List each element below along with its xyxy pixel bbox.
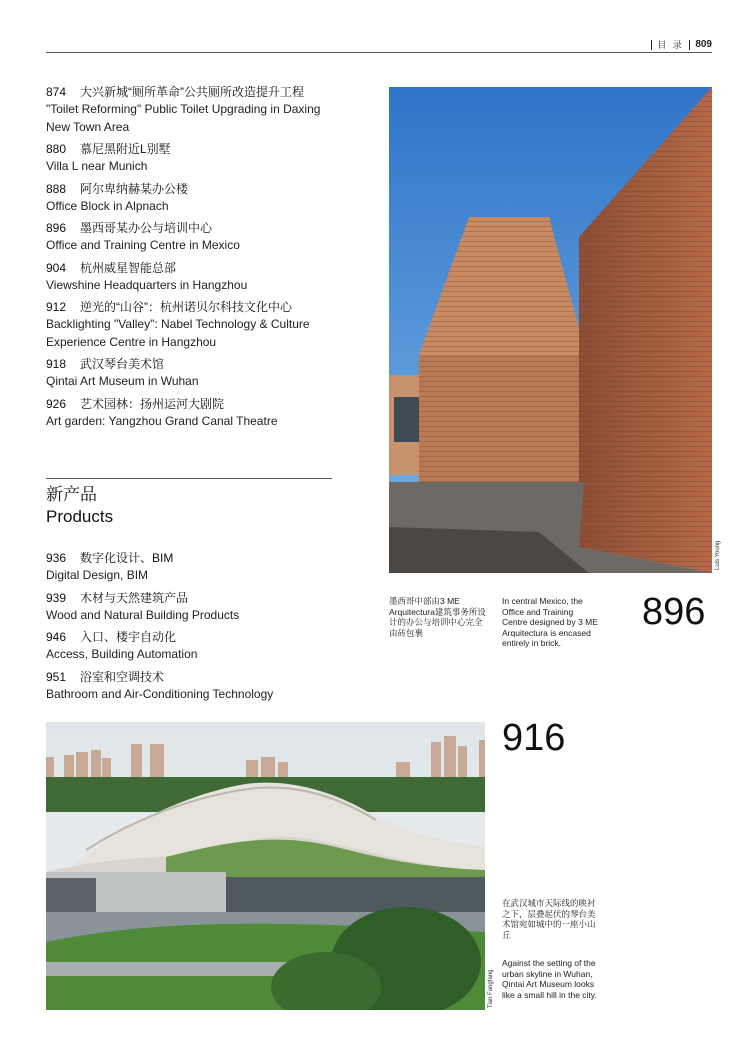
toc-entry-zh [46,668,346,686]
toc-page-number: 896 [46,221,67,235]
photo-qintai-art-museum [46,722,485,1010]
photo-credit-2: Tian Fangfang [488,969,494,1008]
toc-entry-zh [46,355,346,373]
toc-entry [46,83,346,136]
products-title-zh: 新产品 [46,485,97,504]
toc-title-en: Digital Design, BIM [46,568,149,582]
toc-title-zh: 武汉琴台美术馆 [80,357,165,371]
toc-page-number: 904 [46,260,67,275]
toc-title-en: Wood and Natural Building Products [46,607,240,622]
toc-title-zh: 入口、楼宇自动化 [80,630,177,644]
toc-entry [46,395,346,431]
toc-entry [46,180,346,216]
photo-brick-office-mexico [389,87,712,573]
toc-entry-zh [46,259,346,277]
toc-entry [46,628,346,664]
toc-page-number: 880 [46,142,67,156]
brick-building-image [389,87,712,573]
page-number: 809 [695,39,712,50]
toc-page-number: 946 [46,630,67,644]
toc-entry [46,589,346,625]
toc-title-zh: 木材与天然建筑产品 [80,590,189,605]
toc-entry [46,668,346,704]
toc-entry [46,219,346,255]
toc-title-en: Office Block in Alpnach [46,198,169,213]
header-bar [651,40,653,50]
section-divider [46,478,332,479]
toc-entry-zh [46,83,346,101]
header-bar [689,40,691,50]
toc-entry-zh [46,219,346,237]
header-rule [46,52,712,53]
toc-entry [46,140,346,176]
toc-title-zh: 逆光的“山谷”：杭州诺贝尔科技文化中心 [80,300,292,314]
header-section: 目 录 [657,40,684,50]
toc-title-en: Qintai Art Museum in Wuhan [46,374,199,388]
page-header [651,38,712,51]
toc-entry-zh [46,140,346,158]
photo-credit-1: Luis Young [715,540,721,570]
toc-title-en: Bathroom and Air-Conditioning Technology [46,686,274,701]
toc-entry-zh [46,180,346,198]
toc-title-zh: 慕尼黑附近L别墅 [80,142,171,156]
caption-en-916: Against the setting of the urban skyline in Wuhan, Qintai Art Museum looks like a small hill in the city. [502,958,597,1000]
toc-entry-zh [46,549,346,567]
toc-title-en: "Toilet Reforming" Public Toilet Upgrading in Daxing New Town Area [46,102,321,134]
toc-entry [46,549,346,585]
toc-title-zh: 大兴新城“厕所革命”公共厕所改造提升工程 [80,85,304,99]
toc-title-zh: 杭州威星智能总部 [80,260,177,275]
toc-entry [46,355,346,391]
toc-entry [46,298,346,351]
products-title-en: Products [46,507,114,526]
products-list [46,549,346,707]
caption-zh-896: 墨西哥中部由3 ME Arquitectura建筑事务所设计的办公与培训中心完全由砖包裹 [389,596,486,638]
toc-title-en: Office and Training Centre in Mexico [46,238,240,252]
toc-entry-zh [46,395,346,413]
toc-title-en: Art garden: Yangzhou Grand Canal Theatre [46,413,278,428]
toc-page-number: 926 [46,396,67,411]
toc-title-zh: 墨西哥某办公与培训中心 [80,221,213,235]
toc-title-zh: 浴室和空调技术 [80,669,165,684]
toc-page-number: 918 [46,357,67,371]
toc-title-en: Access, Building Automation [46,647,198,661]
toc-page-number: 912 [46,300,67,314]
toc-page-number: 874 [46,85,67,99]
toc-title-zh: 数字化设计、BIM [80,551,174,565]
toc-title-en: Villa L near Munich [46,159,148,173]
toc-entry-zh [46,298,346,316]
toc-list [46,83,346,434]
toc-entry-zh [46,589,346,607]
toc-page-number: 939 [46,590,67,605]
toc-page-number: 888 [46,181,67,196]
toc-title-zh: 阿尔卑纳赫某办公楼 [80,181,189,196]
caption-zh-916: 在武汉城市天际线的映衬之下，层叠起伏的琴台美术馆宛如城中的一座小山丘 [502,898,596,940]
feature-number-896: 896 [642,591,706,633]
art-museum-image [46,722,485,1010]
toc-title-en: Viewshine Headquarters in Hangzhou [46,277,248,292]
toc-page-number: 936 [46,551,67,565]
toc-page-number: 951 [46,669,67,684]
toc-entry-zh [46,628,346,646]
toc-title-zh: 艺术园林：扬州运河大剧院 [80,396,225,411]
caption-en-896: In central Mexico, the Office and Training Centre designed by 3 ME Arquitectura is encased entirely in brick. [502,596,598,648]
feature-number-916: 916 [502,717,566,759]
toc-title-en: Backlighting "Valley": Nabel Technology & Culture Experience Centre in Hangzhou [46,317,310,349]
toc-entry [46,259,346,295]
